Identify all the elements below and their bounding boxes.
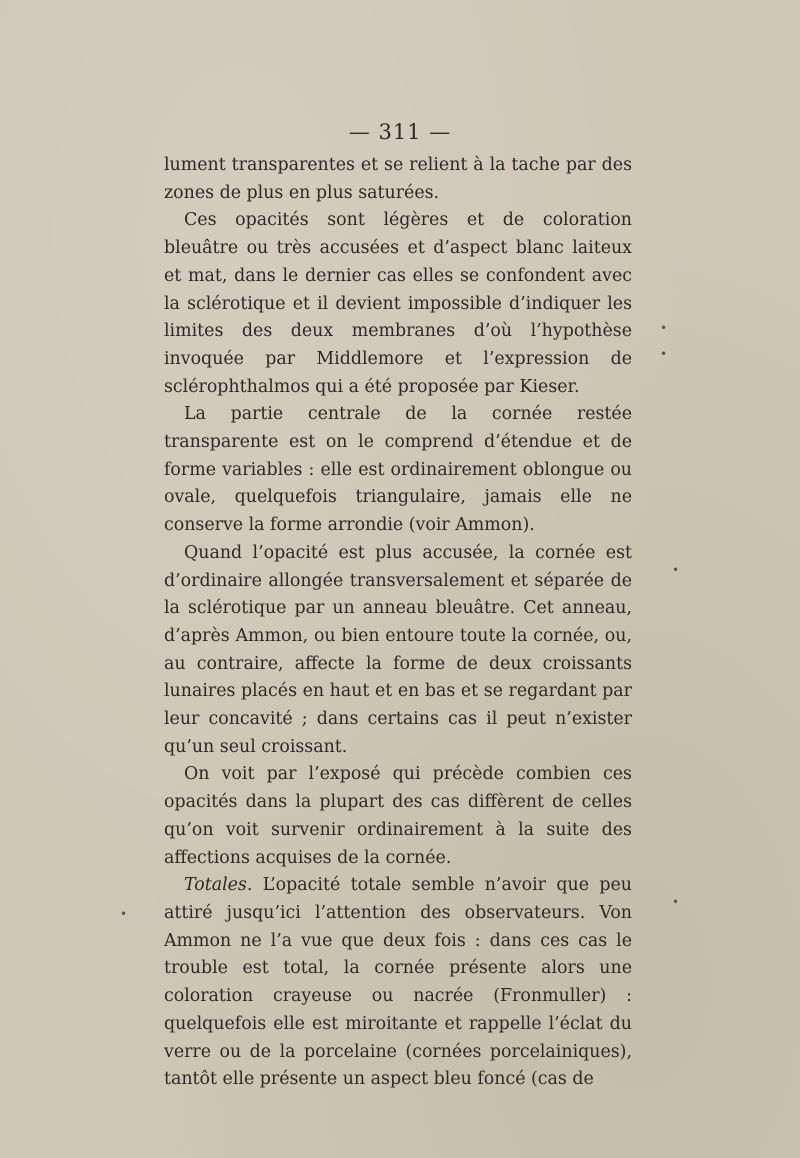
paragraph-partie-centrale: La partie centrale de la cornée restée transparente est on le comprend d’étendue et de forme variables : elle est ordinairement oblongue ou ovale, quelquefois triangulaire, jamais elle ne conserve la forme arrondie (voir Ammon). (164, 404, 632, 536)
margin-speck: • (660, 347, 668, 361)
margin-speck: • (120, 907, 128, 921)
paragraph-totales-text: L’opacité totale semble n’avoir que peu attiré jusqu’ici l’attention des observateurs. Von Ammon ne l’a vue que deux fois : dans ces cas le trouble est total, la cornée présente alors une coloration crayeuse ou nacrée (Fronmuller) : quelquefois elle est miroitante et rappelle l’éclat du verre ou de la porcelaine (cornées porcelainiques), tantôt elle présente un aspect bleu foncé (cas de (164, 875, 633, 1090)
paragraph-opacites: Ces opacités sont légères et de coloration bleuâtre ou très accusées et d’aspect blanc laiteux et mat, dans le dernier cas elles se confondent avec la sclérotique et il devient impossible d’indiquer les limites des deux membranes d’où l’hypothèse invoquée par Middlemore et l’expression de sclérophthalmos qui a été proposée par Kieser. (164, 210, 632, 397)
paragraph-totales (164, 872, 632, 1094)
section-lead-totales: Totales. (184, 875, 253, 896)
margin-speck: • (672, 563, 680, 577)
paragraph-expose: On voit par l’exposé qui précède combien ces opacités dans la plupart des cas diffèrent de celles qu’on voit survenir ordinairement à la suite des affections acquises de la cornée. (164, 764, 632, 868)
paragraph-anneau: Quand l’opacité est plus accusée, la cornée est d’ordinaire allongée transversalement et séparée de la sclérotique par un anneau bleuâtre. Cet anneau, d’après Ammon, ou bien entoure toute la cornée, ou, au contraire, affecte la forme de deux croissants lunaires placés en haut et en bas et se regardant par leur concavité ; dans certains cas il peut n’exister qu’un seul croissant. (164, 542, 632, 757)
page-header: — 311 — (348, 120, 452, 144)
margin-speck: • (672, 895, 680, 909)
paragraph-continuation: lument transparentes et se relient à la tache par des zones de plus en plus saturées. (164, 155, 632, 203)
text-body (164, 152, 632, 1094)
margin-speck: • (660, 321, 668, 335)
